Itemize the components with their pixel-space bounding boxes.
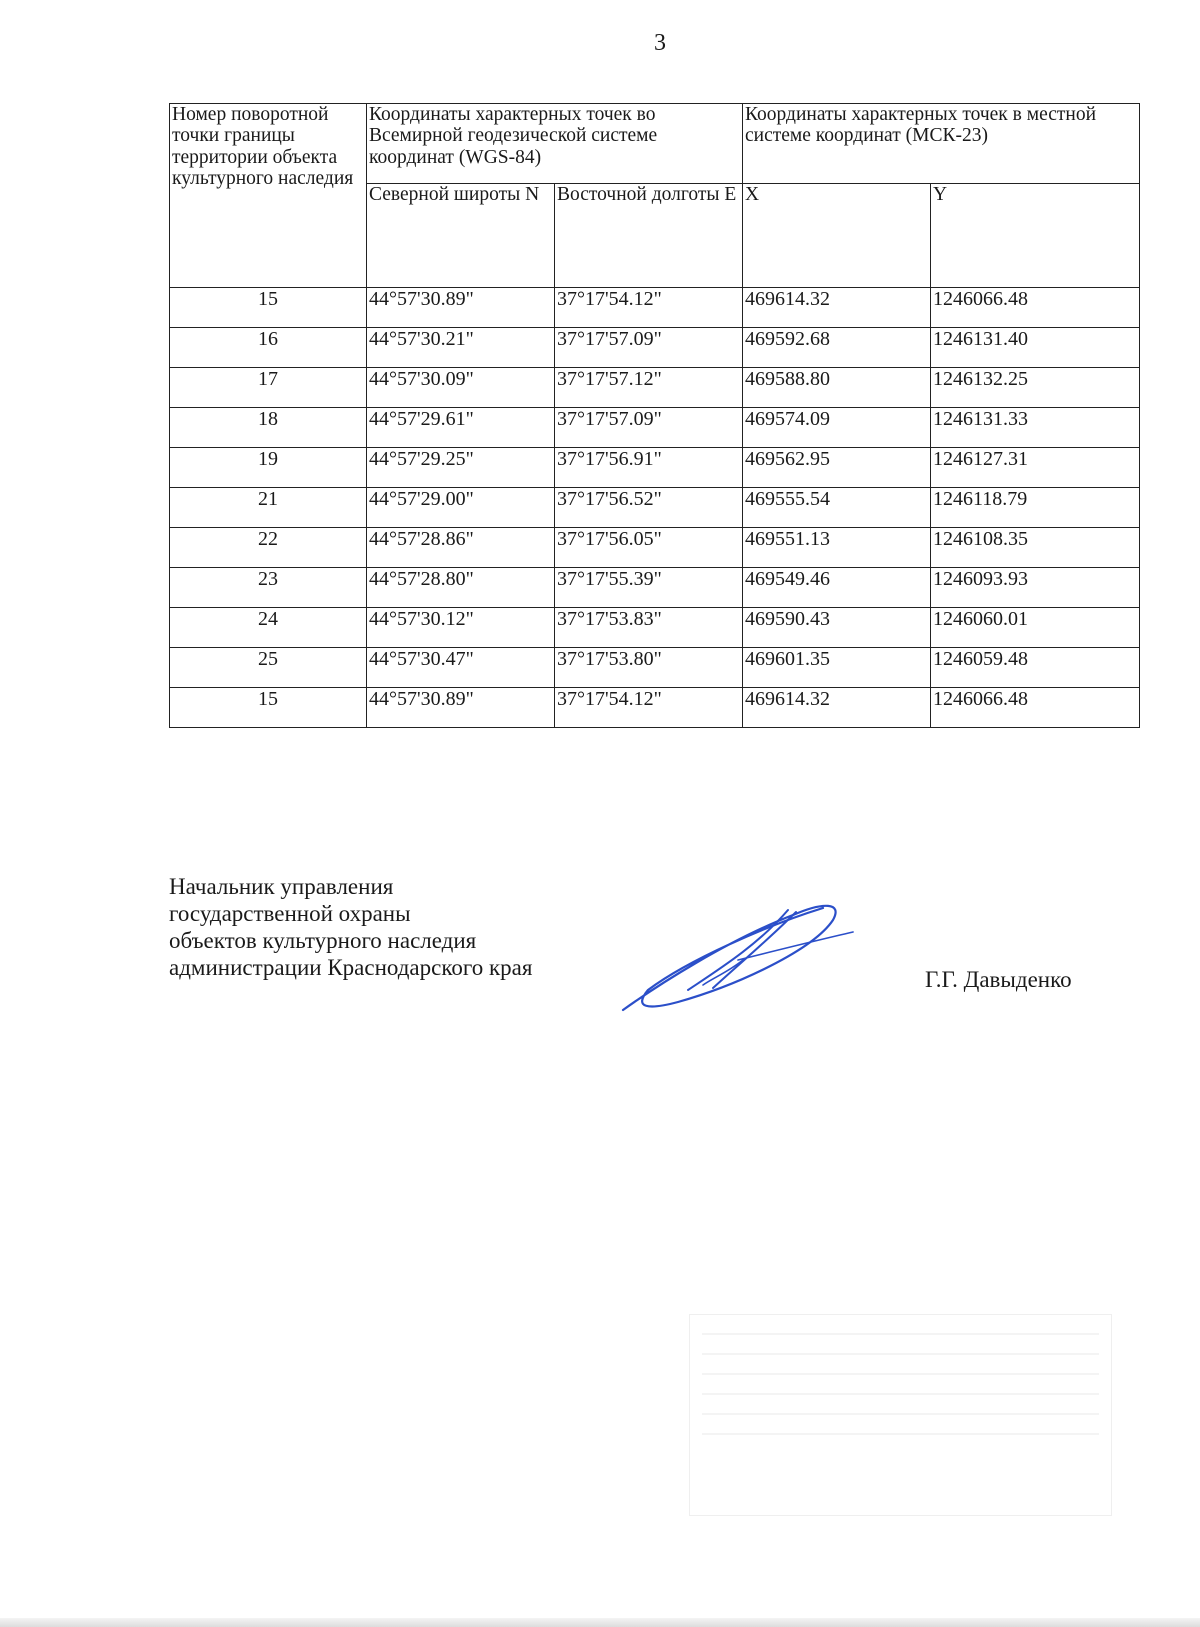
header-msk23-group: Координаты характерных точек в местной системе координат (МСК-23)	[743, 104, 1140, 184]
north-latitude-cell: 44°57'28.86"	[367, 528, 555, 568]
point-number-cell: 16	[170, 328, 367, 368]
point-number-cell: 18	[170, 408, 367, 448]
north-latitude-cell: 44°57'29.00"	[367, 488, 555, 528]
x-coordinate-cell: 469551.13	[743, 528, 931, 568]
header-wgs84-group: Координаты характерных точек во Всемирной геодезической системе координат (WGS-84)	[367, 104, 743, 184]
x-coordinate-cell: 469590.43	[743, 608, 931, 648]
y-coordinate-cell: 1246066.48	[931, 288, 1140, 328]
table-row	[170, 608, 1140, 648]
point-number-cell: 22	[170, 528, 367, 568]
y-coordinate-cell: 1246093.93	[931, 568, 1140, 608]
point-number-cell: 23	[170, 568, 367, 608]
table-row	[170, 288, 1140, 328]
north-latitude-cell: 44°57'30.89"	[367, 288, 555, 328]
x-coordinate-cell: 469574.09	[743, 408, 931, 448]
x-coordinate-cell: 469592.68	[743, 328, 931, 368]
signer-name: Г.Г. Давыденко	[925, 967, 1072, 992]
table-row	[170, 688, 1140, 728]
point-number-cell: 25	[170, 648, 367, 688]
y-coordinate-cell: 1246059.48	[931, 648, 1140, 688]
north-latitude-cell: 44°57'30.89"	[367, 688, 555, 728]
y-coordinate-cell: 1246131.40	[931, 328, 1140, 368]
east-longitude-cell: 37°17'54.12"	[555, 288, 743, 328]
page-number: 3	[654, 30, 666, 56]
north-latitude-cell: 44°57'29.25"	[367, 448, 555, 488]
y-coordinate-cell: 1246118.79	[931, 488, 1140, 528]
x-coordinate-cell: 469614.32	[743, 688, 931, 728]
x-coordinate-cell: 469614.32	[743, 288, 931, 328]
north-latitude-cell: 44°57'30.47"	[367, 648, 555, 688]
x-coordinate-cell: 469588.80	[743, 368, 931, 408]
header-north-latitude: Северной широты N	[367, 184, 555, 288]
east-longitude-cell: 37°17'56.91"	[555, 448, 743, 488]
east-longitude-cell: 37°17'53.83"	[555, 608, 743, 648]
faded-stamp-box	[689, 1314, 1112, 1516]
east-longitude-cell: 37°17'57.09"	[555, 328, 743, 368]
table-row	[170, 328, 1140, 368]
east-longitude-cell: 37°17'53.80"	[555, 648, 743, 688]
point-number-cell: 21	[170, 488, 367, 528]
y-coordinate-cell: 1246131.33	[931, 408, 1140, 448]
point-number-cell: 15	[170, 288, 367, 328]
table-row	[170, 488, 1140, 528]
east-longitude-cell: 37°17'57.12"	[555, 368, 743, 408]
table-row	[170, 448, 1140, 488]
point-number-cell: 19	[170, 448, 367, 488]
signer-position-line: администрации Краснодарского края	[169, 955, 533, 980]
east-longitude-cell: 37°17'57.09"	[555, 408, 743, 448]
y-coordinate-cell: 1246127.31	[931, 448, 1140, 488]
point-number-cell: 15	[170, 688, 367, 728]
north-latitude-cell: 44°57'30.21"	[367, 328, 555, 368]
signer-position-line: государственной охраны	[169, 901, 411, 926]
y-coordinate-cell: 1246108.35	[931, 528, 1140, 568]
table-row	[170, 408, 1140, 448]
signer-position-line: Начальник управления	[169, 874, 394, 899]
table-row	[170, 528, 1140, 568]
page-bottom-edge	[0, 1618, 1200, 1627]
east-longitude-cell: 37°17'56.52"	[555, 488, 743, 528]
table-row	[170, 368, 1140, 408]
handwritten-signature-icon	[618, 890, 858, 1020]
table-row	[170, 568, 1140, 608]
header-x: X	[743, 184, 931, 288]
north-latitude-cell: 44°57'30.12"	[367, 608, 555, 648]
east-longitude-cell: 37°17'54.12"	[555, 688, 743, 728]
header-point-number: Номер поворотной точки границы территории объекта культурного наследия	[170, 104, 367, 288]
east-longitude-cell: 37°17'55.39"	[555, 568, 743, 608]
north-latitude-cell: 44°57'29.61"	[367, 408, 555, 448]
table-row	[170, 648, 1140, 688]
east-longitude-cell: 37°17'56.05"	[555, 528, 743, 568]
x-coordinate-cell: 469601.35	[743, 648, 931, 688]
point-number-cell: 24	[170, 608, 367, 648]
x-coordinate-cell: 469555.54	[743, 488, 931, 528]
y-coordinate-cell: 1246060.01	[931, 608, 1140, 648]
x-coordinate-cell: 469549.46	[743, 568, 931, 608]
header-y: Y	[931, 184, 1140, 288]
point-number-cell: 17	[170, 368, 367, 408]
x-coordinate-cell: 469562.95	[743, 448, 931, 488]
y-coordinate-cell: 1246066.48	[931, 688, 1140, 728]
header-east-longitude: Восточной долготы E	[555, 184, 743, 288]
y-coordinate-cell: 1246132.25	[931, 368, 1140, 408]
north-latitude-cell: 44°57'28.80"	[367, 568, 555, 608]
table-body	[170, 288, 1140, 728]
signer-position-line: объектов культурного наследия	[169, 928, 477, 953]
north-latitude-cell: 44°57'30.09"	[367, 368, 555, 408]
signer-position	[169, 873, 532, 981]
coordinates-table	[169, 103, 1140, 728]
